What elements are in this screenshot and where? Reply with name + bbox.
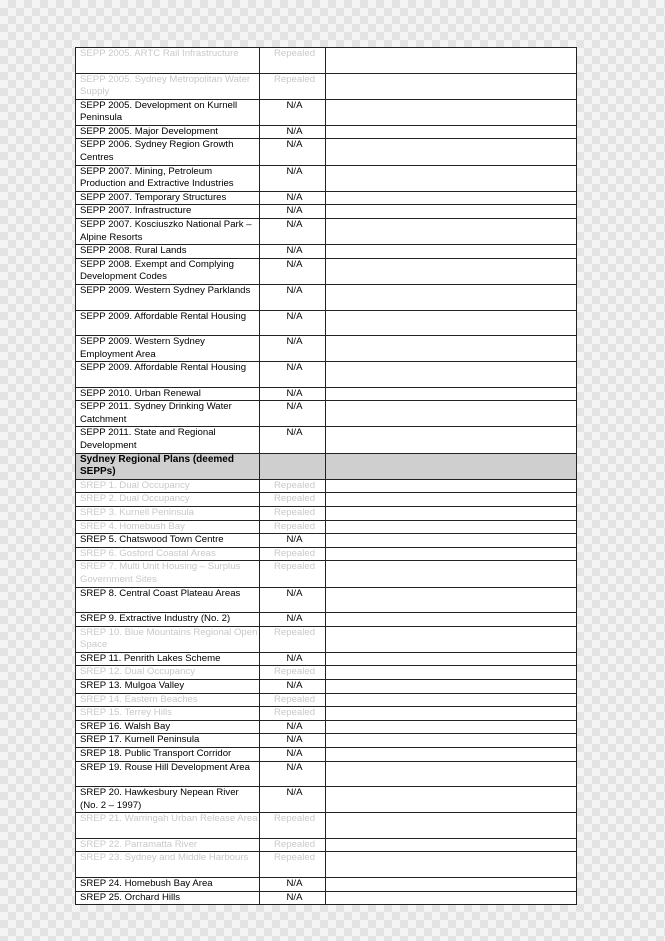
instrument-name-cell: SREP 8. Central Coast Plateau Areas [76,587,260,613]
comment-cell [326,125,577,139]
table-row [76,547,577,561]
instrument-name-cell: SREP 24. Homebush Bay Area [76,877,260,891]
section-heading-comment-cell [326,453,577,479]
instrument-name-cell: SEPP 2005. Sydney Metropolitan Water Supply [76,73,260,99]
comment-cell [326,48,577,74]
applicability-status-cell: N/A [260,165,326,191]
applicability-status-cell: N/A [260,139,326,165]
table-row [76,787,577,813]
comment-cell [326,336,577,362]
instrument-name-cell: SREP 12. Dual Occupancy [76,666,260,680]
table-row [76,336,577,362]
table-row [76,165,577,191]
table-row [76,838,577,852]
instrument-name-cell: SREP 15. Terrey Hills [76,707,260,721]
applicability-status-cell: Repealed [260,479,326,493]
applicability-status-cell: N/A [260,99,326,125]
comment-cell [326,813,577,839]
table-row [76,891,577,905]
applicability-status-cell: N/A [260,401,326,427]
table-row [76,427,577,453]
comment-cell [326,258,577,284]
comment-cell [326,838,577,852]
comment-cell [326,205,577,219]
instrument-name-cell: SREP 6. Gosford Coastal Areas [76,547,260,561]
instrument-name-cell: SREP 17. Kurnell Peninsula [76,734,260,748]
applicability-status-cell: N/A [260,125,326,139]
applicability-status-cell: N/A [260,680,326,694]
instrument-name-cell: SREP 13. Mulgoa Valley [76,680,260,694]
table-row [76,613,577,627]
table-row [76,205,577,219]
table-row [76,387,577,401]
table-row [76,561,577,587]
table-row [76,666,577,680]
applicability-status-cell: Repealed [260,693,326,707]
table-row [76,520,577,534]
instrument-name-cell: SREP 19. Rouse Hill Development Area [76,761,260,787]
comment-cell [326,561,577,587]
table-row [76,507,577,521]
comment-cell [326,761,577,787]
table-row [76,139,577,165]
section-heading: Sydney Regional Plans (deemed SEPPs) [76,453,260,479]
instrument-name-cell: SEPP 2007. Mining, Petroleum Production and Extractive Industries [76,165,260,191]
table-row [76,479,577,493]
applicability-status-cell: Repealed [260,707,326,721]
comment-cell [326,787,577,813]
instrument-name-cell: SEPP 2007. Kosciuszko National Park – Alpine Resorts [76,219,260,245]
table-row [76,258,577,284]
instrument-name-cell: SEPP 2009. Affordable Rental Housing [76,362,260,388]
applicability-status-cell: N/A [260,877,326,891]
instrument-name-cell: SREP 3. Kurnell Peninsula [76,507,260,521]
table-row [76,720,577,734]
comment-cell [326,891,577,905]
applicability-status-cell: Repealed [260,507,326,521]
comment-cell [326,73,577,99]
comment-cell [326,707,577,721]
instrument-name-cell: SEPP 2009. Western Sydney Employment Area [76,336,260,362]
instrument-name-cell: SREP 7. Multi Unit Housing – Surplus Government Sites [76,561,260,587]
comment-cell [326,507,577,521]
applicability-status-cell: N/A [260,285,326,311]
comment-cell [326,401,577,427]
instrument-name-cell: SREP 9. Extractive Industry (No. 2) [76,613,260,627]
applicability-status-cell: N/A [260,761,326,787]
applicability-status-cell: Repealed [260,852,326,878]
instrument-name-cell: SEPP 2009. Affordable Rental Housing [76,310,260,336]
comment-cell [326,493,577,507]
comment-cell [326,626,577,652]
comment-cell [326,479,577,493]
table-row [76,877,577,891]
applicability-status-cell: N/A [260,362,326,388]
section-heading-row [76,453,577,479]
table-row [76,191,577,205]
applicability-status-cell: N/A [260,734,326,748]
table-row [76,125,577,139]
applicability-status-cell: N/A [260,310,326,336]
table-row [76,587,577,613]
applicability-status-cell: Repealed [260,666,326,680]
comment-cell [326,734,577,748]
comment-cell [326,219,577,245]
table-row [76,761,577,787]
instrument-name-cell: SREP 16. Walsh Bay [76,720,260,734]
applicability-status-cell: N/A [260,336,326,362]
instrument-name-cell: SEPP 2009. Western Sydney Parklands [76,285,260,311]
applicability-status-cell: N/A [260,891,326,905]
instrument-name-cell: SEPP 2006. Sydney Region Growth Centres [76,139,260,165]
instrument-name-cell: SREP 25. Orchard Hills [76,891,260,905]
table-row [76,310,577,336]
applicability-status-cell: N/A [260,205,326,219]
table-row [76,401,577,427]
comment-cell [326,547,577,561]
instrument-name-cell: SEPP 2007. Infrastructure [76,205,260,219]
table-row [76,285,577,311]
applicability-status-cell: Repealed [260,73,326,99]
sepp-table-body [76,48,577,454]
instrument-name-cell: SEPP 2008. Rural Lands [76,245,260,259]
comment-cell [326,520,577,534]
applicability-status-cell: N/A [260,613,326,627]
comment-cell [326,99,577,125]
table-row [76,734,577,748]
comment-cell [326,693,577,707]
table-row [76,245,577,259]
instrument-name-cell: SREP 20. Hawkesbury Nepean River (No. 2 – 1997) [76,787,260,813]
instrument-name-cell: SREP 11. Penrith Lakes Scheme [76,652,260,666]
comment-cell [326,534,577,548]
instrument-name-cell: SEPP 2011. Sydney Drinking Water Catchment [76,401,260,427]
comment-cell [326,652,577,666]
table-row [76,707,577,721]
instrument-name-cell: SREP 2. Dual Occupancy [76,493,260,507]
applicability-status-cell: N/A [260,748,326,762]
instrument-name-cell: SEPP 2008. Exempt and Complying Development Codes [76,258,260,284]
comment-cell [326,362,577,388]
applicability-status-cell: Repealed [260,493,326,507]
applicability-status-cell: Repealed [260,520,326,534]
applicability-status-cell: Repealed [260,838,326,852]
table-row [76,852,577,878]
table-row [76,680,577,694]
srep-table-body [76,479,577,904]
applicability-status-cell: N/A [260,720,326,734]
instrument-name-cell: SREP 10. Blue Mountains Regional Open Space [76,626,260,652]
comment-cell [326,852,577,878]
instrument-name-cell: SREP 4. Homebush Bay [76,520,260,534]
comment-cell [326,720,577,734]
comment-cell [326,680,577,694]
instrument-name-cell: SEPP 2010. Urban Renewal [76,387,260,401]
instrument-name-cell: SREP 14. Eastern Beaches [76,693,260,707]
comment-cell [326,613,577,627]
applicability-status-cell: N/A [260,534,326,548]
instrument-name-cell: SREP 18. Public Transport Corridor [76,748,260,762]
table-row [76,48,577,74]
applicability-status-cell: N/A [260,387,326,401]
comment-cell [326,310,577,336]
instrument-name-cell: SREP 21. Warringah Urban Release Area [76,813,260,839]
table-row [76,748,577,762]
comment-cell [326,285,577,311]
table-row [76,73,577,99]
instrument-name-cell: SEPP 2005. ARTC Rail Infrastructure [76,48,260,74]
table-row [76,693,577,707]
applicability-status-cell: N/A [260,219,326,245]
table-row [76,362,577,388]
instrument-name-cell: SREP 1. Dual Occupancy [76,479,260,493]
table-row [76,99,577,125]
table-row [76,813,577,839]
applicability-status-cell: N/A [260,587,326,613]
instrument-name-cell: SREP 23. Sydney and Middle Harbours [76,852,260,878]
comment-cell [326,427,577,453]
comment-cell [326,165,577,191]
instrument-name-cell: SEPP 2005. Major Development [76,125,260,139]
table-row [76,493,577,507]
comment-cell [326,387,577,401]
instrument-name-cell: SEPP 2007. Temporary Structures [76,191,260,205]
applicability-status-cell: N/A [260,427,326,453]
applicability-status-cell: N/A [260,787,326,813]
applicability-status-cell: Repealed [260,813,326,839]
applicability-status-cell: N/A [260,258,326,284]
applicability-status-cell: N/A [260,191,326,205]
section-heading-status-cell [260,453,326,479]
applicability-status-cell: Repealed [260,626,326,652]
section-heading-body [76,453,577,479]
instrument-name-cell: SREP 5. Chatswood Town Centre [76,534,260,548]
table-row [76,534,577,548]
comment-cell [326,587,577,613]
applicability-status-cell: Repealed [260,48,326,74]
comment-cell [326,877,577,891]
comment-cell [326,245,577,259]
comment-cell [326,666,577,680]
applicability-status-cell: Repealed [260,547,326,561]
comment-cell [326,191,577,205]
table-row [76,652,577,666]
applicability-status-cell: Repealed [260,561,326,587]
planning-instruments-table [75,47,577,905]
comment-cell [326,748,577,762]
comment-cell [326,139,577,165]
applicability-status-cell: N/A [260,245,326,259]
table-row [76,626,577,652]
instrument-name-cell: SEPP 2005. Development on Kurnell Peninsula [76,99,260,125]
instrument-name-cell: SREP 22. Parramatta River [76,838,260,852]
table-row [76,219,577,245]
instrument-name-cell: SEPP 2011. State and Regional Development [76,427,260,453]
applicability-status-cell: N/A [260,652,326,666]
